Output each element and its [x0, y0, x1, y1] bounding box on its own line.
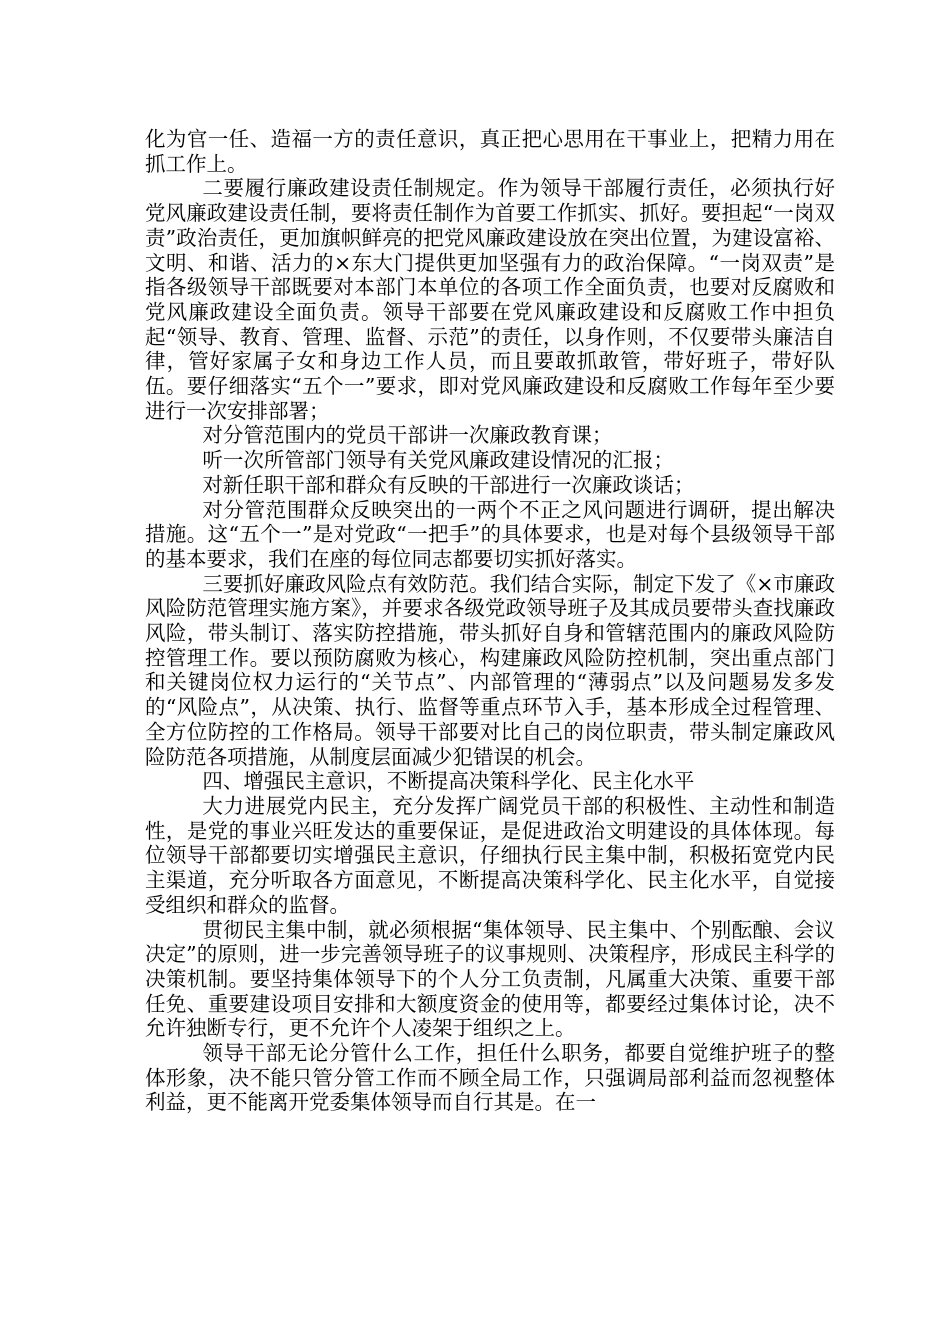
paragraph-list-item-1: 对分管范围内的党员干部讲一次廉政教育课；	[202, 423, 613, 448]
paragraph-responsibility-system: 二要履行廉政建设责任制规定。作为领导干部履行责任，必须执行好党风廉政建设责任制，要将责任制作为首要工作抓实、抓好。要担起“一岗双责”政治责任，更加旗帜鲜亮的把党风廉政建设放在突出位置，为建设富裕、文明、和谐、活力的×东大门提供更加坚强有力的政治保障。“一岗双责”是指各级领导干部既要对本部门本单位的各项工作全面负责，也要对反腐败和党风廉政建设全面负责。领导干部要在党风廉政建设和反腐败工作中担负起“领导、教育、管理、监督、示范”的责任，以身作则，不仅要带头廉洁自律，管好家属子女和身边工作人员，而且要敢抓敢管，带好班子，带好队伍。要仔细落实“五个一”要求，即对党风廉政建设和反腐败工作每年至少要进行一次安排部署；	[145, 176, 835, 423]
paragraph-risk-prevention: 三要抓好廉政风险点有效防范。我们结合实际，制定下发了《×市廉政风险防范管理实施方案》，并要求各级党政领导班子及其成员要带头查找廉政风险，带头制订、落实防控措施，带头抓好自身和管辖范围内的廉政风险防控管理工作。要以预防腐败为核心，构建廉政风险防控机制，突出重点部门和关键岗位权力运行的“关节点”、内部管理的“薄弱点”以及问题易发多发的“风险点”，从决策、执行、监督等重点环节入手，基本形成全过程管理、全方位防控的工作格局。领导干部要对比自己的岗位职责，带头制定廉政风险防范各项措施，从制度层面减少犯错误的机会。	[145, 571, 835, 769]
paragraph-list-item-3: 对新任职干部和群众有反映的干部进行一次廉政谈话；	[202, 472, 695, 497]
document-body	[145, 127, 835, 1115]
paragraph-team-image: 领导干部无论分管什么工作，担任什么职务，都要自觉维护班子的整体形象，决不能只管分管工作而不顾全局工作，只强调局部利益而忽视整体利益，更不能离开党委集体领导而自行其是。在一	[145, 1041, 835, 1115]
paragraph-list-item-4: 对分管范围群众反映突出的一两个不正之风问题进行调研，提出解决措施。这“五个一”是对党政“一把手”的具体要求，也是对每个县级领导干部的基本要求，我们在座的每位同志都要切实抓好落实。	[145, 497, 835, 571]
paragraph-democratic-centralism: 贯彻民主集中制，就必须根据“集体领导、民主集中、个别酝酿、会议决定”的原则，进一步完善领导班子的议事规则、决策程序，形成民主科学的决策机制。要坚持集体领导下的个人分工负责制，凡属重大决策、重要干部任免、重要建设项目安排和大额度资金的使用等，都要经过集体讨论，决不允许独断专行，更不允许个人凌架于组织之上。	[145, 917, 835, 1041]
paragraph-continuation: 化为官一任、造福一方的责任意识，真正把心思用在干事业上，把精力用在抓工作上。	[145, 127, 835, 176]
paragraph-party-democracy: 大力进展党内民主，充分发挥广阔党员干部的积极性、主动性和制造性，是党的事业兴旺发达的重要保证，是促进政治文明建设的具体体现。每位领导干部都要切实增强民主意识，仔细执行民主集中制，积极拓宽党内民主渠道，充分听取各方面意见，不断提高决策科学化、民主化水平，自觉接受组织和群众的监督。	[145, 793, 835, 917]
section-heading-four: 四、增强民主意识，不断提高决策科学化、民主化水平	[202, 769, 695, 794]
paragraph-list-item-2: 听一次所管部门领导有关党风廉政建设情况的汇报；	[202, 448, 674, 473]
